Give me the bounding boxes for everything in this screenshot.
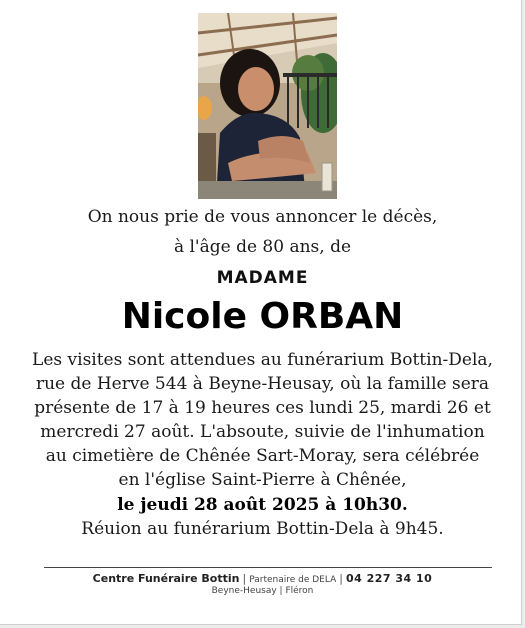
- honorific-title: MADAME: [216, 268, 309, 288]
- body-line: Les visites sont attendues au funérarium Bottin-Dela,: [32, 350, 493, 370]
- company-name: Centre Funéraire Bottin: [92, 572, 240, 585]
- deceased-name: Nicole ORBAN: [121, 296, 404, 337]
- ceremony-date: le jeudi 28 août 2025 à 10h30.: [117, 495, 408, 515]
- footer-main: [0, 572, 525, 585]
- intro-line-2: à l'âge de 80 ans, de: [173, 237, 352, 257]
- footer-locations: Beyne-Heusay | Fléron: [211, 586, 314, 596]
- body-line: mercredi 27 août. L'absoute, suivie de l'inhumation: [40, 422, 485, 442]
- body-line: présente de 17 à 19 heures ces lundi 25, mardi 26 et: [34, 398, 491, 418]
- body-line: rue de Herve 544 à Beyne-Heusay, où la famille sera: [35, 374, 490, 394]
- body-line: en l'église Saint-Pierre à Chênée,: [118, 470, 407, 490]
- footer-divider: [44, 567, 492, 568]
- body-line: au cimetière de Chênée Sart-Moray, sera célébrée: [45, 446, 480, 466]
- footer-separator: |: [242, 572, 247, 585]
- portrait-photo: [198, 13, 337, 199]
- footer-separator: |: [339, 572, 343, 585]
- meeting-line: Réuion au funérarium Bottin-Dela à 9h45.: [81, 519, 444, 539]
- phone-number: 04 227 34 10: [345, 572, 433, 585]
- partner-note: Partenaire de DELA: [249, 575, 337, 585]
- intro-line-1: On nous prie de vous annoncer le décès,: [87, 207, 438, 227]
